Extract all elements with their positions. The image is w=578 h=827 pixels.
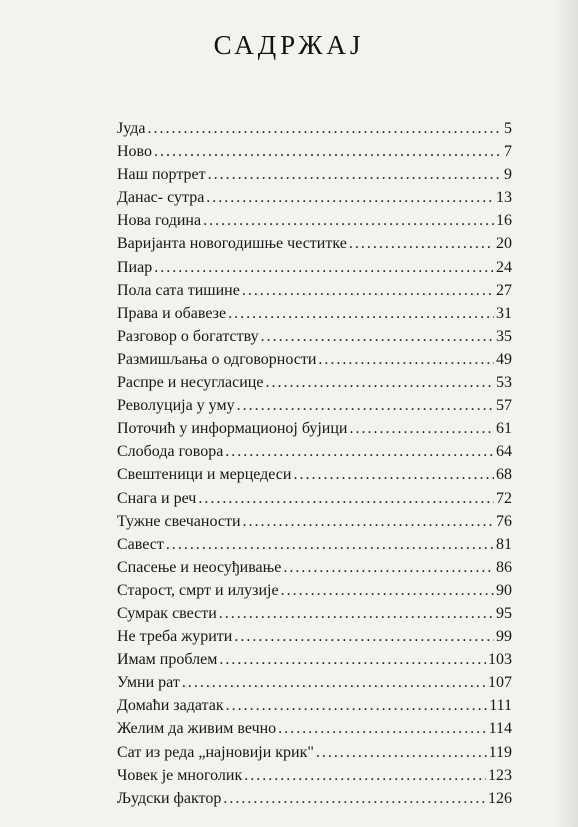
- toc-entry: [117, 648, 512, 671]
- toc-leader-dots: [219, 648, 486, 671]
- toc-entry-page-number: 7: [504, 143, 512, 161]
- toc-entry: [117, 117, 512, 140]
- toc-entry: [117, 717, 512, 740]
- toc-entry-page-number: 24: [496, 258, 512, 276]
- toc-entry: [117, 694, 512, 717]
- toc-leader-dots: [154, 140, 502, 163]
- toc-entry: [117, 671, 512, 694]
- toc-entry-page-number: 20: [496, 235, 512, 253]
- toc-entry: [117, 394, 512, 417]
- toc-entry-page-number: 9: [504, 166, 512, 184]
- toc-entry-title: Свештеници и мерцедеси: [117, 466, 292, 484]
- toc-entry: [117, 348, 512, 371]
- toc-entry-page-number: 5: [504, 120, 512, 137]
- toc-entry: [117, 279, 512, 302]
- toc-entry-page-number: 61: [496, 420, 512, 438]
- toc-entry-title: Револуција у уму: [117, 397, 235, 415]
- toc-leader-dots: [349, 417, 494, 440]
- toc-leader-dots: [223, 787, 486, 810]
- toc-entry: [117, 325, 512, 348]
- toc-leader-dots: [198, 487, 494, 510]
- toc-leader-dots: [318, 348, 494, 371]
- toc-entry-title: Спасење и неосуђивање: [117, 558, 282, 576]
- toc-entry-title: Сумрак свести: [117, 604, 217, 622]
- toc-entry-page-number: 35: [496, 327, 512, 345]
- toc-leader-dots: [242, 279, 494, 302]
- toc-entry: [117, 533, 512, 556]
- toc-entry-page-number: 126: [488, 789, 512, 807]
- toc-entry-title: Јуда: [117, 120, 146, 137]
- toc-entry-page-number: 90: [496, 581, 512, 599]
- toc-entry-page-number: 95: [496, 604, 512, 622]
- toc-leader-dots: [278, 717, 486, 740]
- toc-entry-page-number: 68: [496, 466, 512, 484]
- toc-entry: [117, 463, 512, 486]
- toc-entry: [117, 510, 512, 533]
- toc-entry-page-number: 13: [496, 189, 512, 207]
- toc-leader-dots: [154, 256, 494, 279]
- toc-entry-title: Распре и несугласице: [117, 374, 264, 392]
- toc-entry-title: Данас- сутра: [117, 189, 205, 207]
- toc-leader-dots: [203, 209, 494, 232]
- toc-leader-dots: [226, 694, 488, 717]
- toc-entry: [117, 602, 512, 625]
- toc-entry-page-number: 53: [496, 374, 512, 392]
- toc-leader-dots: [243, 510, 494, 533]
- toc-entry: [117, 487, 512, 510]
- toc-entry: [117, 440, 512, 463]
- toc-entry-page-number: 111: [489, 697, 512, 715]
- toc-leader-dots: [261, 325, 494, 348]
- toc-leader-dots: [228, 302, 494, 325]
- toc-leader-dots: [244, 764, 486, 787]
- toc-entry-title: Пола сата тишине: [117, 281, 240, 299]
- toc-entry-title: Старост, смрт и илузије: [117, 581, 279, 599]
- toc-entry: [117, 186, 512, 209]
- toc-entry-title: Варијанта новогодишње честитке: [117, 235, 347, 253]
- toc-leader-dots: [293, 463, 494, 486]
- toc-leader-dots: [281, 579, 494, 602]
- toc-entry-title: Имам проблем: [117, 651, 218, 669]
- toc-leader-dots: [265, 371, 494, 394]
- toc-entry-title: Људски фактор: [117, 789, 222, 807]
- toc-entry-title: Разговор о богатству: [117, 327, 259, 345]
- toc-entry-page-number: 99: [496, 628, 512, 646]
- toc-entry: [117, 256, 512, 279]
- toc-entry-title: Желим да живим вечно: [117, 720, 277, 738]
- toc-entry: [117, 787, 512, 810]
- toc-entry-page-number: 107: [488, 674, 512, 692]
- toc-leader-dots: [349, 232, 494, 255]
- toc-entry: [117, 140, 512, 163]
- toc-leader-dots: [234, 625, 494, 648]
- toc-leader-dots: [182, 671, 486, 694]
- toc-entry-page-number: 16: [496, 212, 512, 230]
- toc-leader-dots: [316, 741, 487, 764]
- toc-entry-page-number: 72: [496, 489, 512, 507]
- toc-entry: [117, 556, 512, 579]
- toc-entry-page-number: 114: [488, 720, 512, 738]
- toc-entry-page-number: 64: [496, 443, 512, 461]
- toc-entry-page-number: 31: [496, 304, 512, 322]
- toc-entry-title: Умни рат: [117, 674, 180, 692]
- toc-leader-dots: [166, 533, 494, 556]
- toc-entry: [117, 625, 512, 648]
- toc-entry: [117, 764, 512, 787]
- toc-entry-title: Сат из реда „најновији крик": [117, 743, 314, 761]
- toc-entry-title: Савест: [117, 535, 164, 553]
- toc-entry-title: Ново: [117, 143, 152, 161]
- toc-leader-dots: [219, 602, 494, 625]
- toc-leader-dots: [225, 440, 494, 463]
- toc-entry-title: Не треба журити: [117, 628, 233, 646]
- toc-entry: [117, 741, 512, 764]
- toc-entry-title: Домаћи задатак: [117, 697, 224, 715]
- toc-entry: [117, 417, 512, 440]
- toc-entry-page-number: 49: [496, 350, 512, 368]
- toc-entry: [117, 579, 512, 602]
- toc-entry-title: Права и обавезе: [117, 304, 227, 322]
- table-of-contents: [117, 117, 512, 810]
- toc-entry-page-number: 86: [496, 558, 512, 576]
- toc-leader-dots: [206, 186, 494, 209]
- page-edge-shadow: [556, 0, 578, 827]
- toc-entry: [117, 232, 512, 255]
- toc-entry-title: Размишљања о одговорности: [117, 350, 317, 368]
- toc-entry: [117, 371, 512, 394]
- toc-leader-dots: [283, 556, 494, 579]
- toc-entry-title: Пиар: [117, 258, 153, 276]
- toc-entry: [117, 209, 512, 232]
- toc-entry: [117, 163, 512, 186]
- toc-entry-title: Поточић у информационој бујици: [117, 420, 348, 438]
- toc-entry-title: Снага и реч: [117, 489, 197, 507]
- toc-entry-page-number: 119: [488, 743, 512, 761]
- page-title: САДРЖАЈ: [213, 30, 365, 60]
- toc-entry: [117, 302, 512, 325]
- toc-entry-title: Човек је многолик: [117, 766, 243, 784]
- toc-entry-page-number: 57: [496, 397, 512, 415]
- toc-entry-title: Наш портрет: [117, 166, 206, 184]
- toc-entry-page-number: 123: [488, 766, 512, 784]
- toc-entry-page-number: 103: [488, 651, 512, 669]
- toc-leader-dots: [208, 163, 502, 186]
- toc-entry-title: Тужне свечаности: [117, 512, 241, 530]
- toc-entry-title: Слобода говора: [117, 443, 224, 461]
- toc-entry-page-number: 76: [496, 512, 512, 530]
- toc-leader-dots: [147, 117, 502, 140]
- toc-entry-page-number: 81: [496, 535, 512, 553]
- toc-entry-page-number: 27: [496, 281, 512, 299]
- toc-entry-title: Нова година: [117, 212, 202, 230]
- toc-leader-dots: [237, 394, 494, 417]
